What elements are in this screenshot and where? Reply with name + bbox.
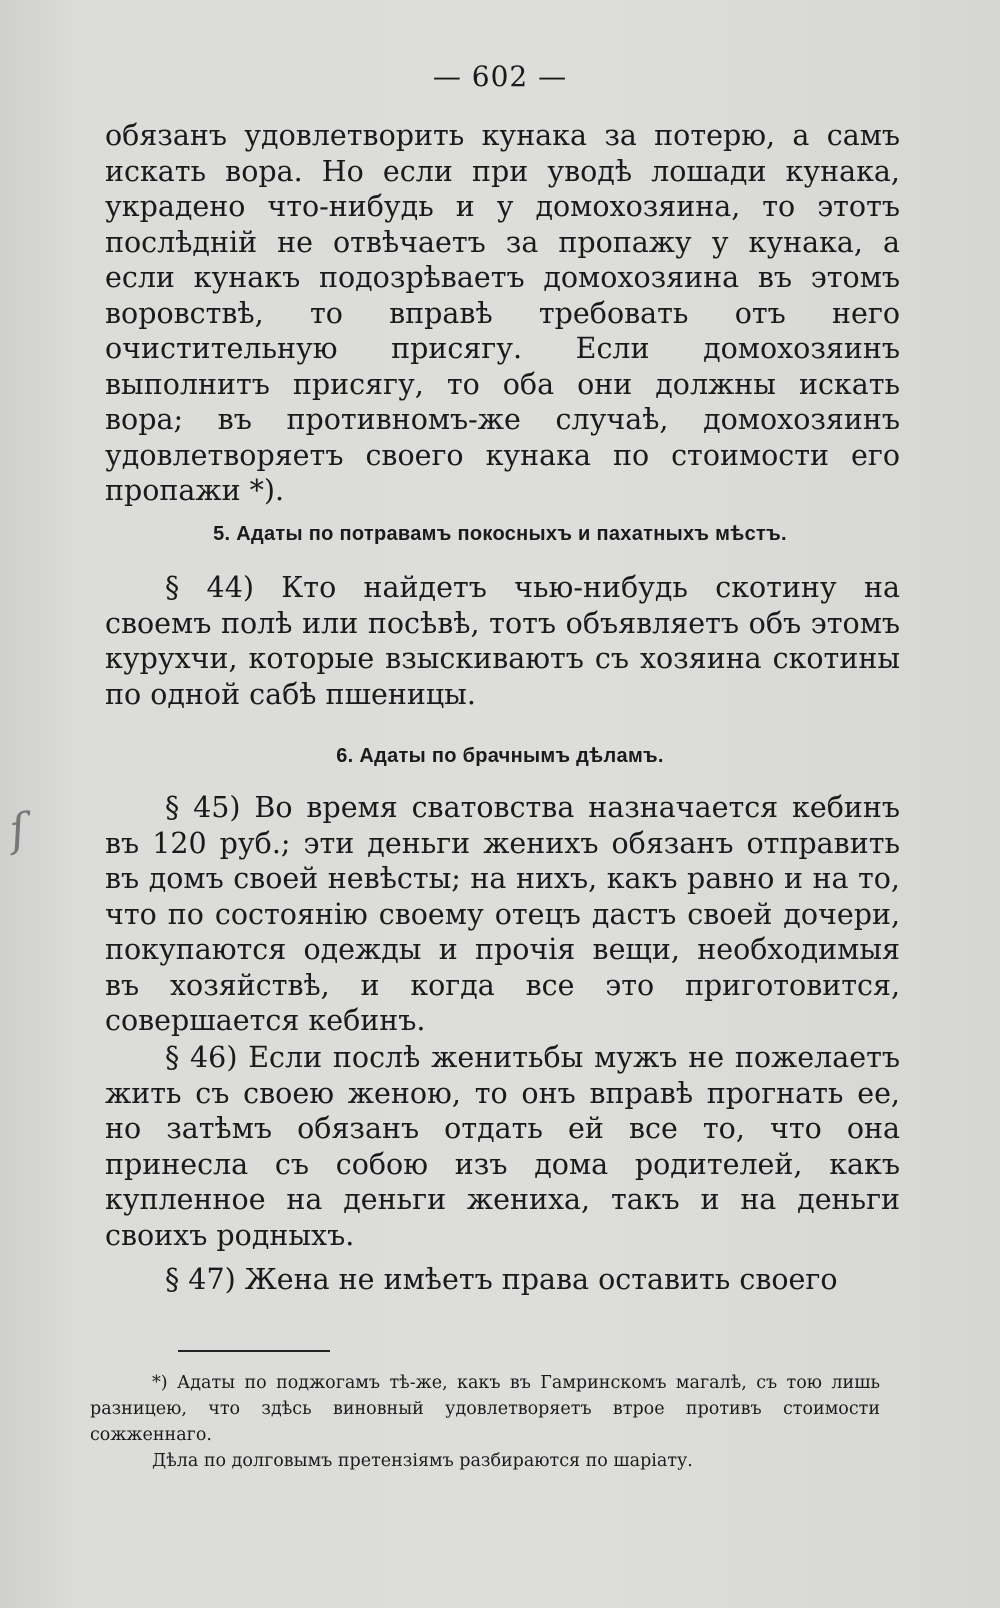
paragraph-text: обязанъ удовлетворить кунака за потерю, а самъ искать вора. Но если при уводѣ лошади кунака, украдено что-нибудь и у домохозяина, то этотъ послѣдній не отвѣчаетъ за пропажу у кунака, а если кунакъ подозрѣваетъ домохозяина въ этомъ воровствѣ, то вправѣ требовать отъ него очистительную присягу. Если домохозяинъ выполнитъ присягу, то оба они должны искать вора; въ противномъ-же случаѣ, домохозяинъ удовлетворяетъ своего кунака по стоимости его пропажи *). xyxy=(105,119,900,507)
footnote-divider xyxy=(178,1350,330,1352)
page-number: — 602 — xyxy=(432,60,568,93)
paragraph-text: § 47) Жена не имѣетъ права оставить своего xyxy=(165,1263,838,1296)
paragraph-text: § 44) Кто найдетъ чью-нибудь скотину на своемъ полѣ или посѣвѣ, тотъ объявляетъ объ этомъ курухчи, которые взыскиваютъ съ хозяина скотины по одной сабѣ пшеницы. xyxy=(105,571,900,711)
footnotes xyxy=(90,1370,880,1474)
paragraph-text: § 45) Во время сватовства назначается кебинъ въ 120 руб.; эти деньги женихъ обязанъ отправить въ домъ своей невѣсты; на нихъ, какъ равно и на то, что по состоянію своему отецъ дастъ своей дочери, покупаются одежды и прочія вещи, необходимыя въ хозяйствѣ, и когда все это приготовится, совершается кебинъ. xyxy=(105,791,900,1037)
section-heading-5: 5. Адаты по потравамъ покосныхъ и пахатныхъ мѣстъ. xyxy=(213,523,787,545)
paragraph-45 xyxy=(105,790,900,1039)
section-heading-6: 6. Адаты по брачнымъ дѣламъ. xyxy=(336,745,664,767)
margin-pencil-mark: ſ xyxy=(6,804,30,857)
footnote-2: Дѣла по долговымъ претензіямъ разбираются по шаріату. xyxy=(152,1451,693,1471)
paragraph-47 xyxy=(105,1262,900,1298)
paragraph-continuation xyxy=(105,118,900,509)
footnote-1: *) Адаты по поджогамъ тѣ-же, какъ въ Гамринскомъ магалѣ, съ тою лишь разницею, что здѣсь виновный удовлетворяетъ втрое противъ стоимости сожженнаго. xyxy=(90,1373,880,1445)
paragraph-text: § 46) Если послѣ женитьбы мужъ не пожелаетъ жить съ своею женою, то онъ вправѣ прогнать ее, но затѣмъ обязанъ отдать ей все то, что она принесла съ собою изъ дома родителей, какъ купленное на деньги жениха, такъ и на деньги своихъ родныхъ. xyxy=(105,1041,900,1252)
paragraph-46 xyxy=(105,1040,900,1253)
paragraph-44 xyxy=(105,570,900,712)
